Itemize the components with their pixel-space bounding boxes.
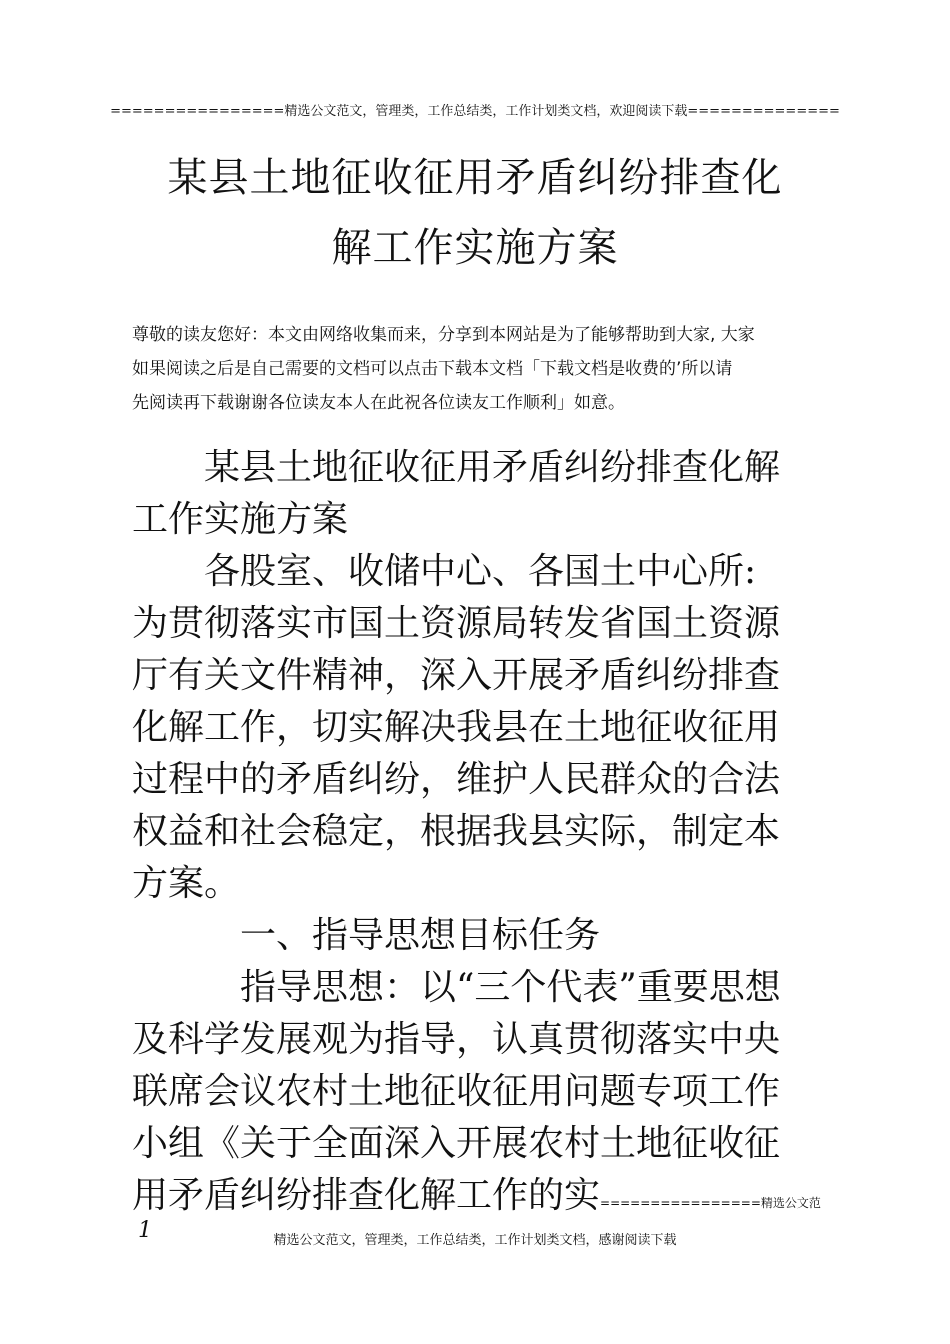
notice-line: 先阅读再下载谢谢各位读友本人在此祝各位读友工作顺利」如意。 xyxy=(132,393,625,413)
body-line: 化解工作，切实解决我县在土地征收征用 xyxy=(132,707,781,748)
body-text xyxy=(132,442,832,1229)
document-title-line-1: 某县土地征收征用矛盾纠纷排查化 xyxy=(167,155,783,201)
body-line: 厅有关文件精神，深入开展矛盾纠纷排查 xyxy=(132,655,781,696)
body-line: 联席会议农村土地征收征用问题专项工作 xyxy=(132,1071,781,1112)
inline-footer-banner: ================精选公文范 xyxy=(600,1196,821,1210)
body-line: 为贯彻落实市国土资源局转发省国土资源 xyxy=(132,603,781,644)
reader-notice xyxy=(132,318,832,420)
body-line: 及科学发展观为指导，认真贯彻落实中央 xyxy=(132,1019,781,1060)
body-line: 过程中的矛盾纠纷，维护人民群众的合法 xyxy=(132,759,781,800)
body-last-line xyxy=(132,1170,832,1229)
notice-line: 尊敬的读友您好：本文由网络收集而来，分享到本网站是为了能够帮助到大家, 大家 xyxy=(132,325,755,345)
body-line: 权益和社会稳定，根据我县实际，制定本 xyxy=(132,811,781,852)
body-line: 各股室、收储中心、各国土中心所: xyxy=(132,551,757,592)
page-number: 1 xyxy=(138,1218,152,1243)
body-line: 方案。 xyxy=(132,863,241,904)
body-heading-line: 某县土地征收征用矛盾纠纷排查化解 xyxy=(132,447,781,488)
body-line: 指导思想：以“三个代表”重要思想 xyxy=(132,967,781,1008)
section-heading: 一、指导思想目标任务 xyxy=(132,915,601,956)
body-line: 小组《关于全面深入开展农村土地征收征 xyxy=(132,1123,781,1164)
body-heading-line: 工作实施方案 xyxy=(132,499,349,540)
footer-banner: 精选公文范文，管理类，工作总结类，工作计划类文档，感谢阅读下载 xyxy=(273,1233,677,1248)
header-banner: ================精选公文范文，管理类，工作总结类，工作计划类文档，欢迎阅读下载============== xyxy=(110,104,840,119)
document-title-line-2: 解工作实施方案 xyxy=(331,225,619,271)
notice-line: 如果阅读之后是自己需要的文档可以点击下载本文档「下载文档是收费的’所以请 xyxy=(132,359,733,379)
body-line-text: 用矛盾纠纷排查化解工作的实 xyxy=(132,1175,601,1216)
